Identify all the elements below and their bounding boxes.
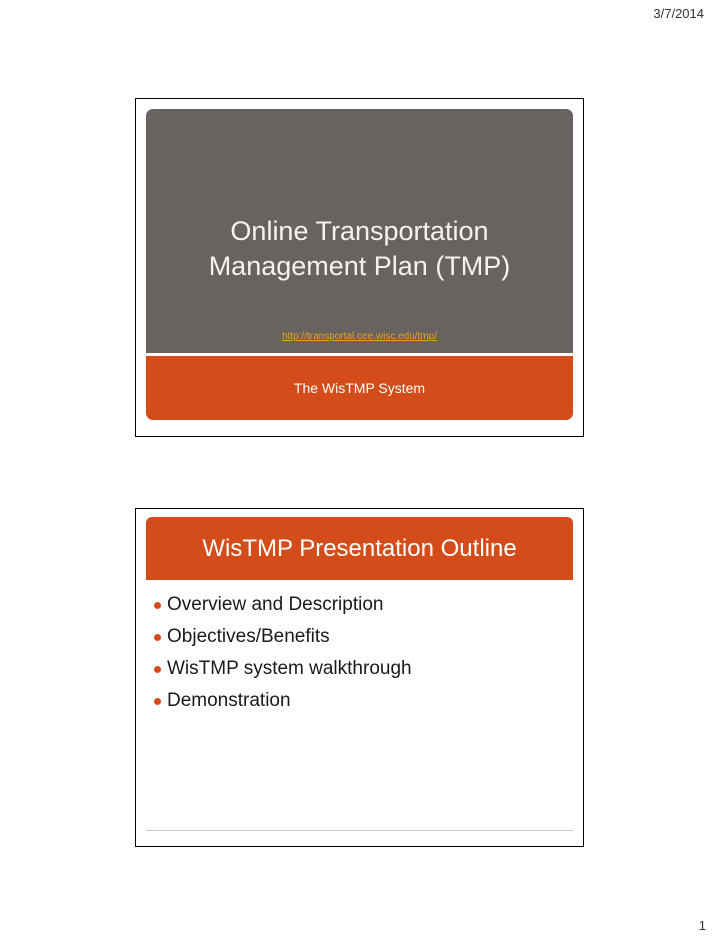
bullet-item [154, 689, 412, 721]
bullet-dot-icon [154, 634, 161, 641]
bullet-dot-icon [154, 698, 161, 705]
bullet-item [154, 593, 412, 625]
bullet-item [154, 625, 412, 657]
slide-title-line-1: Online Transportation [230, 216, 489, 246]
bullet-dot-icon [154, 666, 161, 673]
outline-title: WisTMP Presentation Outline [146, 517, 573, 580]
outline-slide[interactable] [135, 508, 584, 847]
title-slide[interactable] [135, 98, 584, 437]
tmp-url-link[interactable]: http://transportal.cee.wisc.edu/tmp/ [281, 331, 438, 342]
slide-title-line-2: Management Plan (TMP) [208, 251, 511, 282]
subtitle-band [146, 356, 573, 420]
slide-title [146, 214, 573, 284]
page-date: 3/7/2014 [653, 6, 704, 21]
title-card [146, 109, 573, 420]
bullet-text: Objectives/Benefits [167, 626, 330, 647]
bullet-text: WisTMP system walkthrough [167, 658, 412, 679]
page-number: 1 [698, 918, 706, 933]
slide-footer-rule [146, 830, 573, 831]
bullet-item [154, 657, 412, 689]
bullet-text: Overview and Description [167, 594, 384, 615]
slide-subtitle: The WisTMP System [293, 380, 426, 396]
title-panel [146, 109, 573, 353]
bullet-dot-icon [154, 602, 161, 609]
bullet-text: Demonstration [167, 690, 291, 711]
outline-bullet-list [154, 593, 412, 721]
